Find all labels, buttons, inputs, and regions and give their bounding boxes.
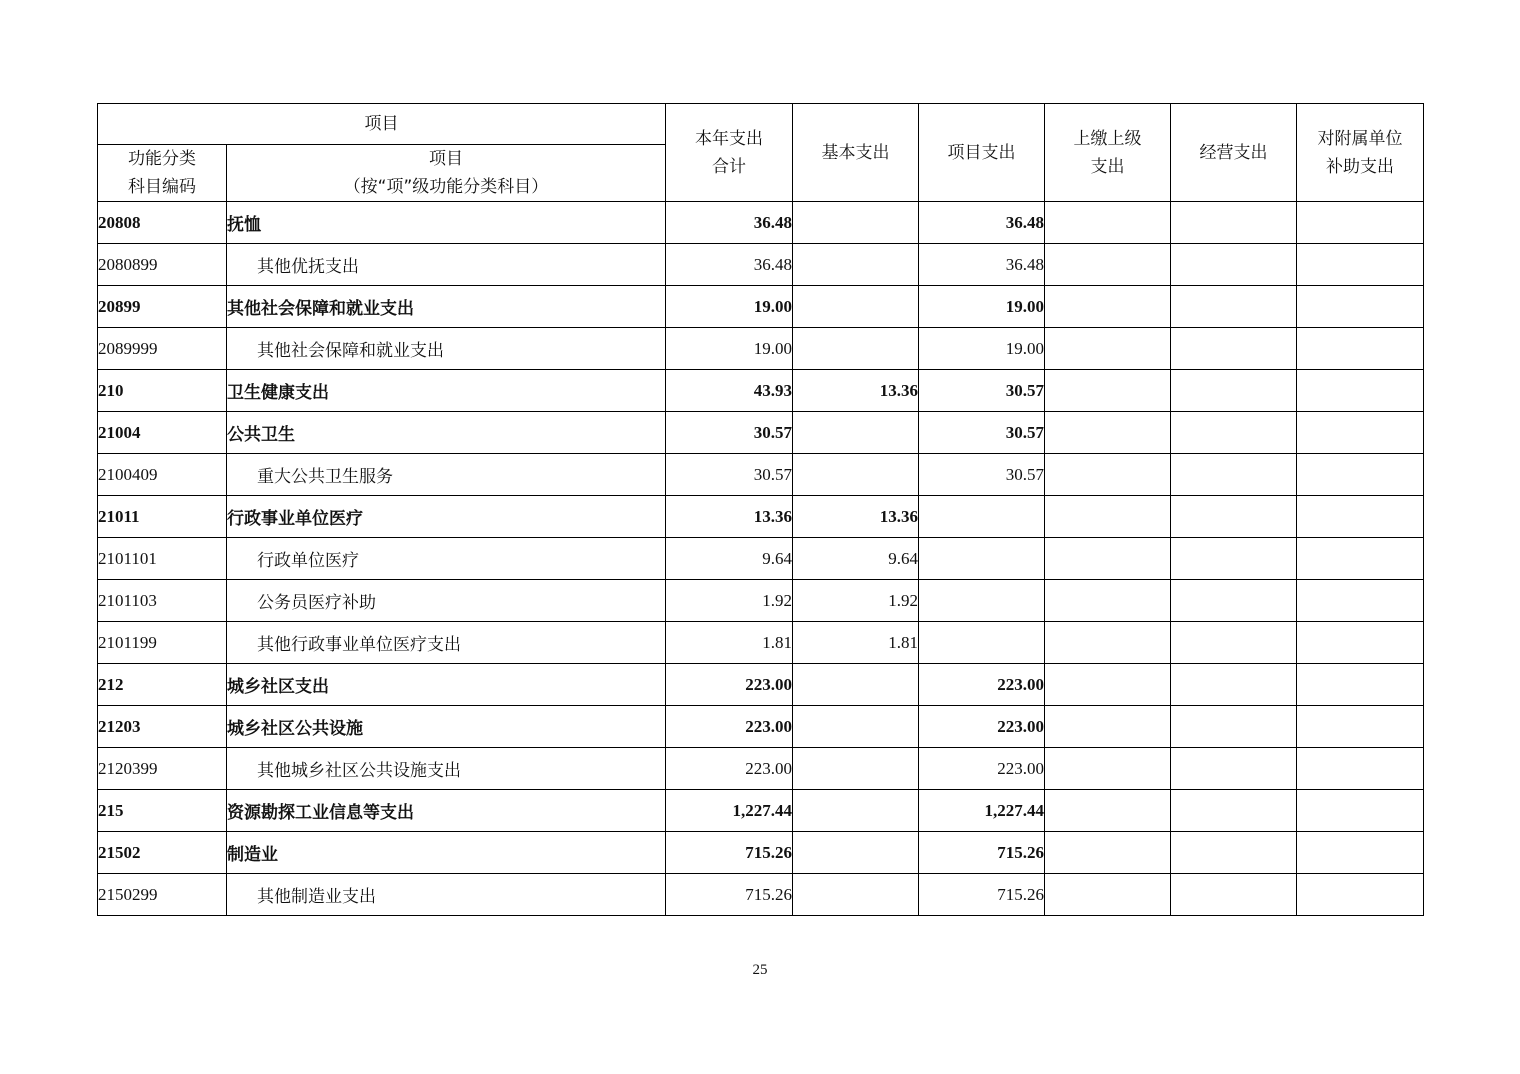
row-name: 公务员医疗补助 [227,580,666,622]
row-business [1171,580,1297,622]
row-upper [1045,496,1171,538]
row-upper [1045,370,1171,412]
row-project: 19.00 [919,286,1045,328]
row-upper [1045,622,1171,664]
row-total: 1.81 [666,622,793,664]
row-total: 223.00 [666,664,793,706]
row-code: 210 [98,370,227,412]
row-code: 2080899 [98,244,227,286]
row-business [1171,370,1297,412]
header-name: 项目 （按“项”级功能分类科目） [227,145,666,202]
table-row [98,874,1424,916]
row-code: 2150299 [98,874,227,916]
row-code: 21004 [98,412,227,454]
row-code: 2101101 [98,538,227,580]
row-name: 其他城乡社区公共设施支出 [227,748,666,790]
row-total: 36.48 [666,202,793,244]
row-affiliate [1297,328,1424,370]
row-code: 215 [98,790,227,832]
row-business [1171,832,1297,874]
row-affiliate [1297,664,1424,706]
table-row [98,328,1424,370]
row-affiliate [1297,370,1424,412]
row-upper [1045,328,1171,370]
row-business [1171,202,1297,244]
row-total: 30.57 [666,412,793,454]
row-basic [793,286,919,328]
row-name: 其他优抚支出 [227,244,666,286]
table-row [98,790,1424,832]
row-basic: 13.36 [793,496,919,538]
row-code: 2089999 [98,328,227,370]
row-total: 43.93 [666,370,793,412]
table-header [98,104,1424,202]
row-code: 21502 [98,832,227,874]
row-total: 13.36 [666,496,793,538]
row-name: 资源勘探工业信息等支出 [227,790,666,832]
row-business [1171,748,1297,790]
row-total: 19.00 [666,286,793,328]
row-basic [793,664,919,706]
row-name: 其他社会保障和就业支出 [227,286,666,328]
row-project: 30.57 [919,370,1045,412]
row-project: 223.00 [919,706,1045,748]
table-row [98,202,1424,244]
row-upper [1045,790,1171,832]
row-name: 抚恤 [227,202,666,244]
header-affiliate-subsidy: 对附属单位 补助支出 [1297,104,1424,202]
row-business [1171,454,1297,496]
row-upper [1045,412,1171,454]
row-project: 19.00 [919,328,1045,370]
row-affiliate [1297,874,1424,916]
table-row [98,412,1424,454]
row-code: 212 [98,664,227,706]
row-business [1171,496,1297,538]
table-row [98,454,1424,496]
row-project [919,496,1045,538]
row-business [1171,538,1297,580]
row-code: 20899 [98,286,227,328]
row-upper [1045,244,1171,286]
row-project: 715.26 [919,832,1045,874]
header-total: 本年支出 合计 [666,104,793,202]
row-total: 19.00 [666,328,793,370]
row-project [919,622,1045,664]
table-row [98,286,1424,328]
row-business [1171,874,1297,916]
row-total: 1,227.44 [666,790,793,832]
page-number: 25 [752,962,768,978]
row-code: 2101103 [98,580,227,622]
row-basic: 9.64 [793,538,919,580]
row-total: 223.00 [666,748,793,790]
row-affiliate [1297,748,1424,790]
row-upper [1045,832,1171,874]
table-row [98,748,1424,790]
row-project: 223.00 [919,748,1045,790]
row-business [1171,328,1297,370]
row-name: 重大公共卫生服务 [227,454,666,496]
table-row [98,622,1424,664]
row-basic: 1.92 [793,580,919,622]
row-name: 行政事业单位医疗 [227,496,666,538]
row-affiliate [1297,832,1424,874]
row-name: 公共卫生 [227,412,666,454]
table-row [98,832,1424,874]
row-upper [1045,538,1171,580]
row-code: 21011 [98,496,227,538]
header-basic: 基本支出 [793,104,919,202]
row-project: 30.57 [919,412,1045,454]
row-affiliate [1297,622,1424,664]
expenditure-table [97,103,1424,916]
row-business [1171,244,1297,286]
row-basic: 1.81 [793,622,919,664]
row-total: 223.00 [666,706,793,748]
row-affiliate [1297,790,1424,832]
row-name: 其他行政事业单位医疗支出 [227,622,666,664]
row-upper [1045,664,1171,706]
header-project: 项目 [98,104,666,145]
row-basic [793,412,919,454]
table-row [98,664,1424,706]
row-business [1171,790,1297,832]
row-code: 20808 [98,202,227,244]
row-code: 2101199 [98,622,227,664]
row-affiliate [1297,244,1424,286]
row-project: 715.26 [919,874,1045,916]
row-basic [793,706,919,748]
row-basic: 13.36 [793,370,919,412]
table-row [98,538,1424,580]
row-upper [1045,874,1171,916]
table-row [98,706,1424,748]
row-basic [793,832,919,874]
row-code: 2100409 [98,454,227,496]
row-basic [793,244,919,286]
row-affiliate [1297,580,1424,622]
row-total: 9.64 [666,538,793,580]
header-code: 功能分类 科目编码 [98,145,227,202]
row-project: 36.48 [919,202,1045,244]
row-name: 行政单位医疗 [227,538,666,580]
row-upper [1045,748,1171,790]
row-project [919,580,1045,622]
row-upper [1045,580,1171,622]
table-row [98,496,1424,538]
row-business [1171,664,1297,706]
header-business: 经营支出 [1171,104,1297,202]
row-basic [793,748,919,790]
row-business [1171,412,1297,454]
row-business [1171,706,1297,748]
row-total: 715.26 [666,832,793,874]
row-project: 30.57 [919,454,1045,496]
row-project: 1,227.44 [919,790,1045,832]
table-row [98,580,1424,622]
row-upper [1045,286,1171,328]
table-body [98,202,1424,916]
row-project: 223.00 [919,664,1045,706]
row-name: 其他社会保障和就业支出 [227,328,666,370]
row-affiliate [1297,538,1424,580]
row-basic [793,790,919,832]
row-name: 城乡社区支出 [227,664,666,706]
row-upper [1045,454,1171,496]
row-affiliate [1297,706,1424,748]
row-business [1171,286,1297,328]
row-basic [793,874,919,916]
row-affiliate [1297,496,1424,538]
header-project-expense: 项目支出 [919,104,1045,202]
row-name: 其他制造业支出 [227,874,666,916]
row-affiliate [1297,202,1424,244]
table-row [98,370,1424,412]
row-basic [793,202,919,244]
row-total: 715.26 [666,874,793,916]
row-project: 36.48 [919,244,1045,286]
row-code: 2120399 [98,748,227,790]
row-total: 30.57 [666,454,793,496]
row-total: 1.92 [666,580,793,622]
row-total: 36.48 [666,244,793,286]
row-upper [1045,706,1171,748]
row-business [1171,622,1297,664]
row-affiliate [1297,454,1424,496]
row-upper [1045,202,1171,244]
header-upper-payment: 上缴上级 支出 [1045,104,1171,202]
row-name: 卫生健康支出 [227,370,666,412]
row-code: 21203 [98,706,227,748]
row-affiliate [1297,286,1424,328]
row-affiliate [1297,412,1424,454]
row-basic [793,454,919,496]
row-project [919,538,1045,580]
row-name: 制造业 [227,832,666,874]
row-name: 城乡社区公共设施 [227,706,666,748]
table-row [98,244,1424,286]
row-basic [793,328,919,370]
